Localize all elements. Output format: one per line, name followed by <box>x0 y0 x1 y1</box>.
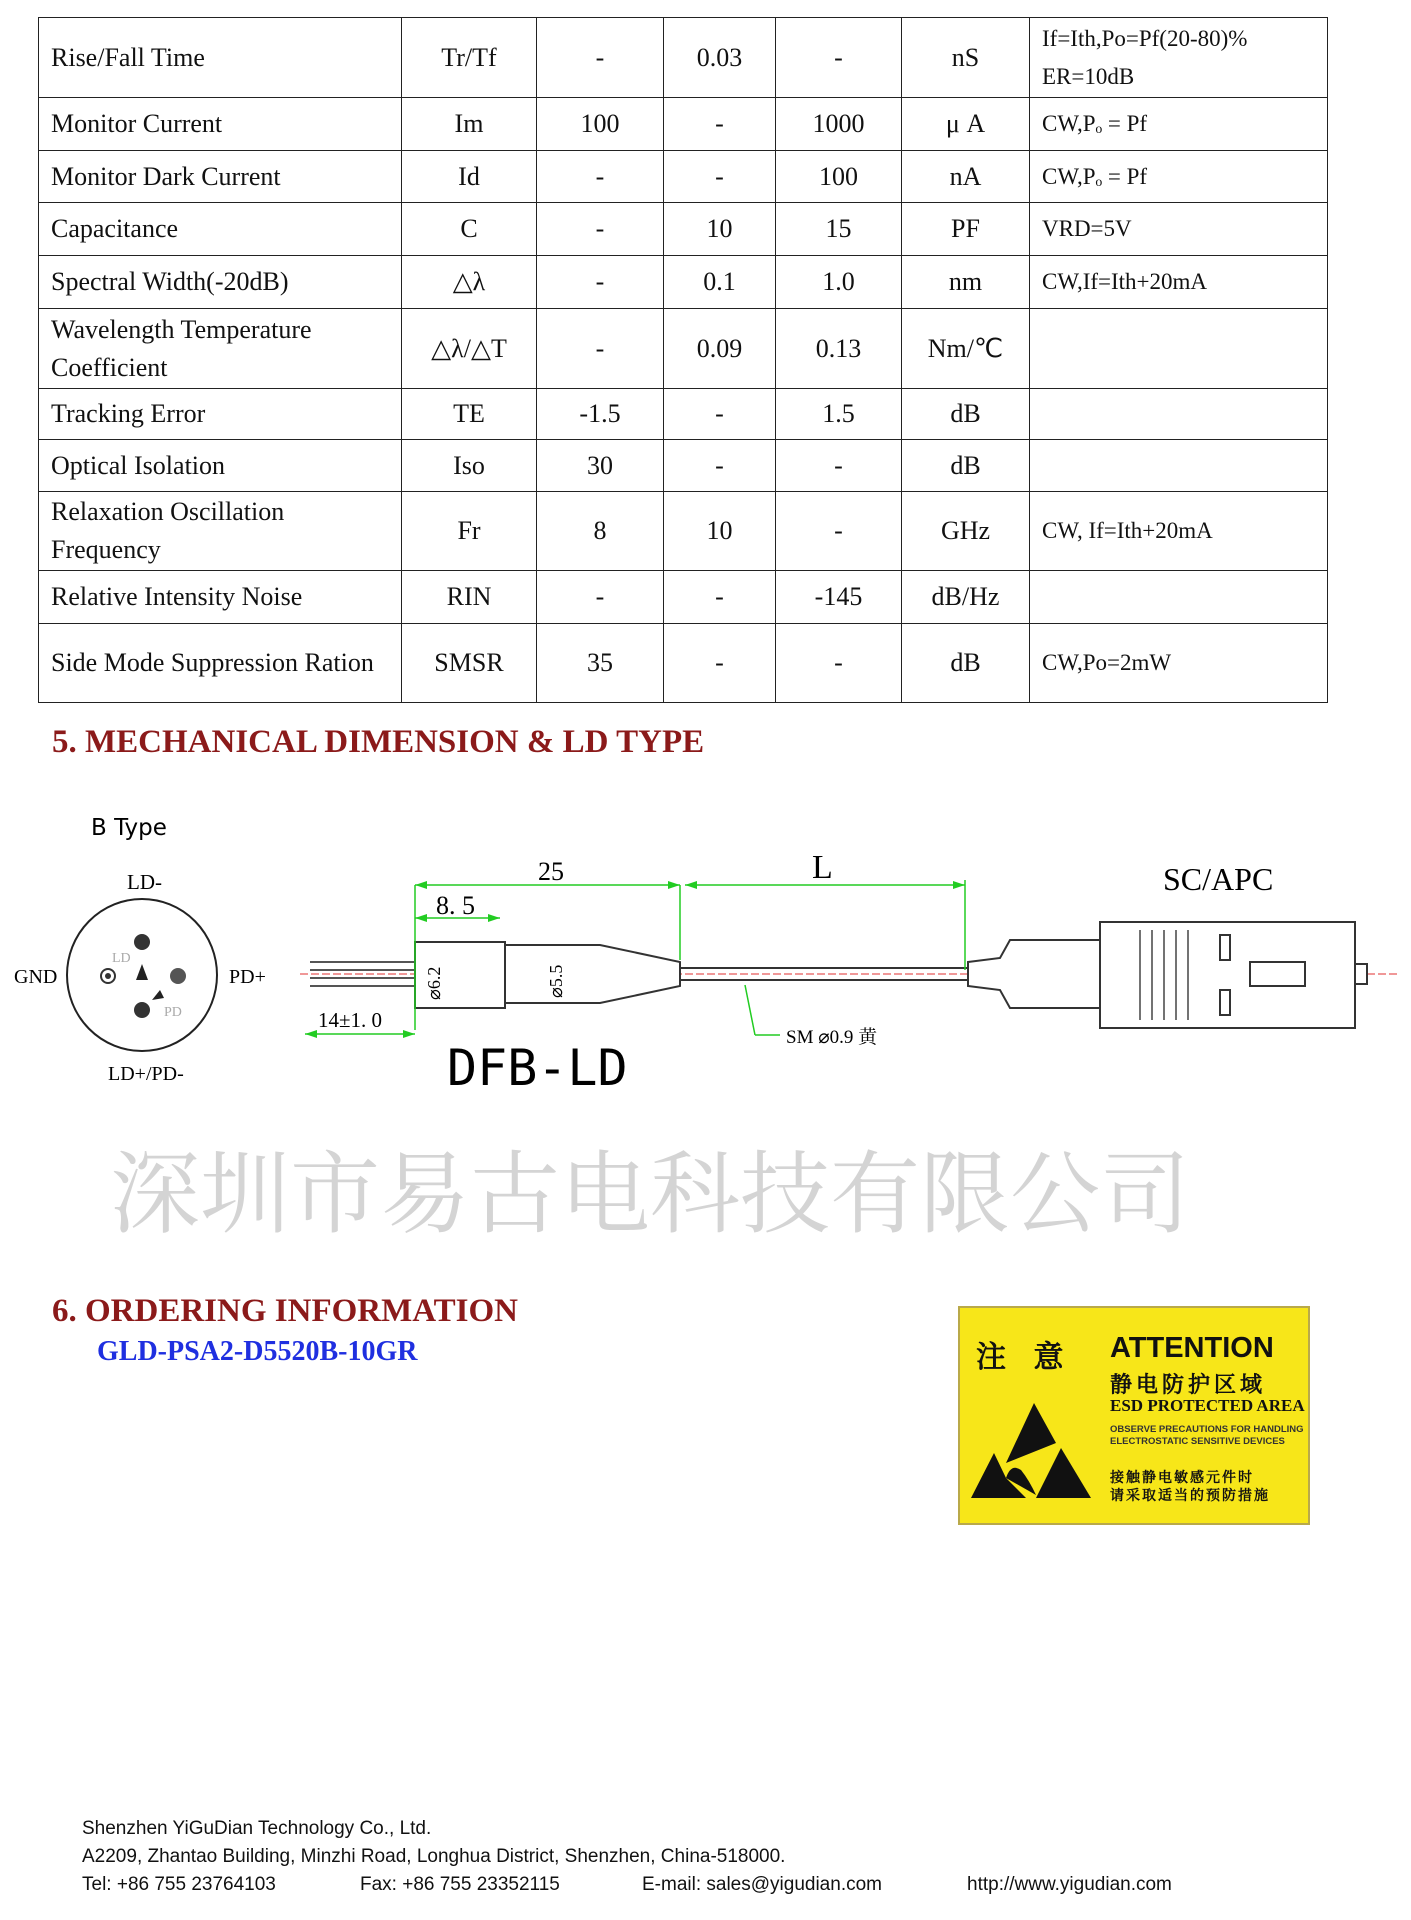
sign-cn-attention: 注 意 <box>976 1341 1074 1374</box>
cell-unit: dB/Hz <box>902 571 1030 624</box>
dim-d62: ⌀6.2 <box>424 966 444 1000</box>
cell-param: Spectral Width(-20dB) <box>39 256 402 309</box>
pin-pd-plus: PD+ <box>229 966 266 988</box>
table-row <box>39 389 1328 440</box>
device-label: DFB-LD <box>447 1039 628 1097</box>
cell-min: - <box>537 571 664 624</box>
cell-param: Relaxation Oscillation Frequency <box>39 492 402 571</box>
cell-symbol: C <box>402 203 537 256</box>
cell-min: 100 <box>537 98 664 151</box>
pin-ld-plus-pd-minus: LD+/PD- <box>108 1063 184 1085</box>
cell-cond: CW,Po=2mW <box>1030 624 1328 703</box>
cell-symbol: Im <box>402 98 537 151</box>
esd-warning-sign <box>958 1306 1310 1525</box>
cell-min: - <box>537 203 664 256</box>
table-row <box>39 309 1328 389</box>
table-row <box>39 98 1328 151</box>
cell-cond <box>1030 440 1328 492</box>
type-label: B Type <box>91 815 167 841</box>
cell-max: - <box>776 18 902 98</box>
cell-max: - <box>776 624 902 703</box>
cell-min: -1.5 <box>537 389 664 440</box>
footer-company: Shenzhen YiGuDian Technology Co., Ltd. <box>82 1818 432 1839</box>
cell-cond <box>1030 309 1328 389</box>
dim-8-5: 8. 5 <box>436 891 475 920</box>
cell-symbol: TE <box>402 389 537 440</box>
footer-fax: Fax: +86 755 23352115 <box>360 1874 560 1895</box>
cell-max: - <box>776 492 902 571</box>
cell-symbol: Tr/Tf <box>402 18 537 98</box>
table-row <box>39 624 1328 703</box>
mechanical-diagram <box>0 790 1411 1120</box>
section-5-heading: 5. MECHANICAL DIMENSION & LD TYPE <box>52 724 705 760</box>
cell-param: Capacitance <box>39 203 402 256</box>
cell-symbol: △λ <box>402 256 537 309</box>
cell-unit: nA <box>902 151 1030 203</box>
cell-typ: - <box>664 151 776 203</box>
cell-cond: VRD=5V <box>1030 203 1328 256</box>
cell-param: Wavelength Temperature Coefficient <box>39 309 402 389</box>
cell-typ: - <box>664 624 776 703</box>
cell-symbol: SMSR <box>402 624 537 703</box>
sign-cn-line2: 请采取适当的预防措施 <box>1110 1489 1270 1504</box>
cell-symbol: Id <box>402 151 537 203</box>
table-row <box>39 18 1328 98</box>
sign-cn-area: 静电防护区域 <box>1110 1372 1267 1397</box>
cell-max: 0.13 <box>776 309 902 389</box>
cell-max: - <box>776 440 902 492</box>
cell-param: Relative Intensity Noise <box>39 571 402 624</box>
cell-typ: - <box>664 571 776 624</box>
cell-min: 35 <box>537 624 664 703</box>
cell-cond <box>1030 389 1328 440</box>
section-6-heading: 6. ORDERING INFORMATION <box>52 1293 518 1329</box>
pin-gnd: GND <box>14 966 58 988</box>
cell-param: Rise/Fall Time <box>39 18 402 98</box>
cell-symbol: Iso <box>402 440 537 492</box>
cell-min: 8 <box>537 492 664 571</box>
watermark: 深圳市易古电科技有限公司 <box>110 1142 1190 1247</box>
cell-typ: 0.03 <box>664 18 776 98</box>
spec-table <box>38 17 1328 703</box>
cell-param: Side Mode Suppression Ration <box>39 624 402 703</box>
table-row <box>39 571 1328 624</box>
dim-pin-length: 14±1. 0 <box>318 1008 383 1032</box>
cell-symbol: RIN <box>402 571 537 624</box>
sign-cn-line1: 接触静电敏感元件时 <box>1110 1471 1254 1486</box>
part-number: GLD-PSA2-D5520B-10GR <box>97 1336 418 1367</box>
cell-cond <box>1030 18 1328 98</box>
dim-d55: ⌀5.5 <box>546 964 566 998</box>
cell-min: - <box>537 256 664 309</box>
table-row <box>39 151 1328 203</box>
cell-typ: 0.1 <box>664 256 776 309</box>
cell-param: Tracking Error <box>39 389 402 440</box>
cell-typ: 0.09 <box>664 309 776 389</box>
footer <box>82 1815 1172 1899</box>
cell-typ: - <box>664 389 776 440</box>
cell-unit: dB <box>902 624 1030 703</box>
cell-cond: CW, If=Ith+20mA <box>1030 492 1328 571</box>
cell-max: -145 <box>776 571 902 624</box>
cell-unit: dB <box>902 440 1030 492</box>
footer-address: A2209, Zhantao Building, Minzhi Road, Longhua District, Shenzhen, China-518000. <box>82 1846 786 1867</box>
pin-diagram <box>67 899 217 1051</box>
pin-ld-minus: LD- <box>127 870 162 894</box>
cell-cond: CW,Pₒ = Pf <box>1030 151 1328 203</box>
cell-param: Monitor Dark Current <box>39 151 402 203</box>
inner-ld-label: LD <box>112 951 131 966</box>
cell-typ: - <box>664 440 776 492</box>
cell-min: - <box>537 151 664 203</box>
cell-cond: CW,If=Ith+20mA <box>1030 256 1328 309</box>
cell-typ: - <box>664 98 776 151</box>
cell-unit: Nm/℃ <box>902 309 1030 389</box>
sign-attention: ATTENTION <box>1110 1332 1274 1364</box>
cell-typ: 10 <box>664 492 776 571</box>
inner-pd-label: PD <box>164 1005 182 1020</box>
fiber-label: SM ⌀0.9 黄 <box>786 1027 878 1048</box>
cell-unit: dB <box>902 389 1030 440</box>
cell-symbol: △λ/△T <box>402 309 537 389</box>
cell-cond <box>1030 571 1328 624</box>
cell-max: 15 <box>776 203 902 256</box>
cell-unit: nm <box>902 256 1030 309</box>
cell-param: Monitor Current <box>39 98 402 151</box>
cell-max: 1000 <box>776 98 902 151</box>
table-row <box>39 256 1328 309</box>
connector-label: SC/APC <box>1163 861 1274 897</box>
footer-email[interactable]: E-mail: sales@yigudian.com <box>642 1874 882 1895</box>
table-row <box>39 440 1328 492</box>
cell-unit: PF <box>902 203 1030 256</box>
sign-observe: OBSERVE PRECAUTIONS FOR HANDLING ELECTROSTATIC SENSITIVE DEVICES <box>1110 1424 1304 1447</box>
dim-l: L <box>812 849 833 886</box>
table-row <box>39 203 1328 256</box>
cell-unit: μ A <box>902 98 1030 151</box>
cell-min: - <box>537 309 664 389</box>
cell-max: 1.0 <box>776 256 902 309</box>
cell-symbol: Fr <box>402 492 537 571</box>
cell-param: Optical Isolation <box>39 440 402 492</box>
cell-unit: nS <box>902 18 1030 98</box>
table-row <box>39 492 1328 571</box>
cell-cond-line1: If=Ith,Po=Pf(20-80)% <box>1042 25 1248 51</box>
cell-typ: 10 <box>664 203 776 256</box>
cell-max: 1.5 <box>776 389 902 440</box>
cell-min: - <box>537 18 664 98</box>
cell-min: 30 <box>537 440 664 492</box>
footer-website[interactable]: http://www.yigudian.com <box>967 1874 1172 1895</box>
dim-25: 25 <box>538 857 564 886</box>
sign-esd-area: ESD PROTECTED AREA <box>1110 1396 1305 1415</box>
footer-tel: Tel: +86 755 23764103 <box>82 1874 276 1895</box>
cell-cond-line2: ER=10dB <box>1042 63 1135 89</box>
cell-unit: GHz <box>902 492 1030 571</box>
esd-triangle-icon <box>966 1388 1101 1508</box>
cell-cond: CW,Pₒ = Pf <box>1030 98 1328 151</box>
cell-max: 100 <box>776 151 902 203</box>
